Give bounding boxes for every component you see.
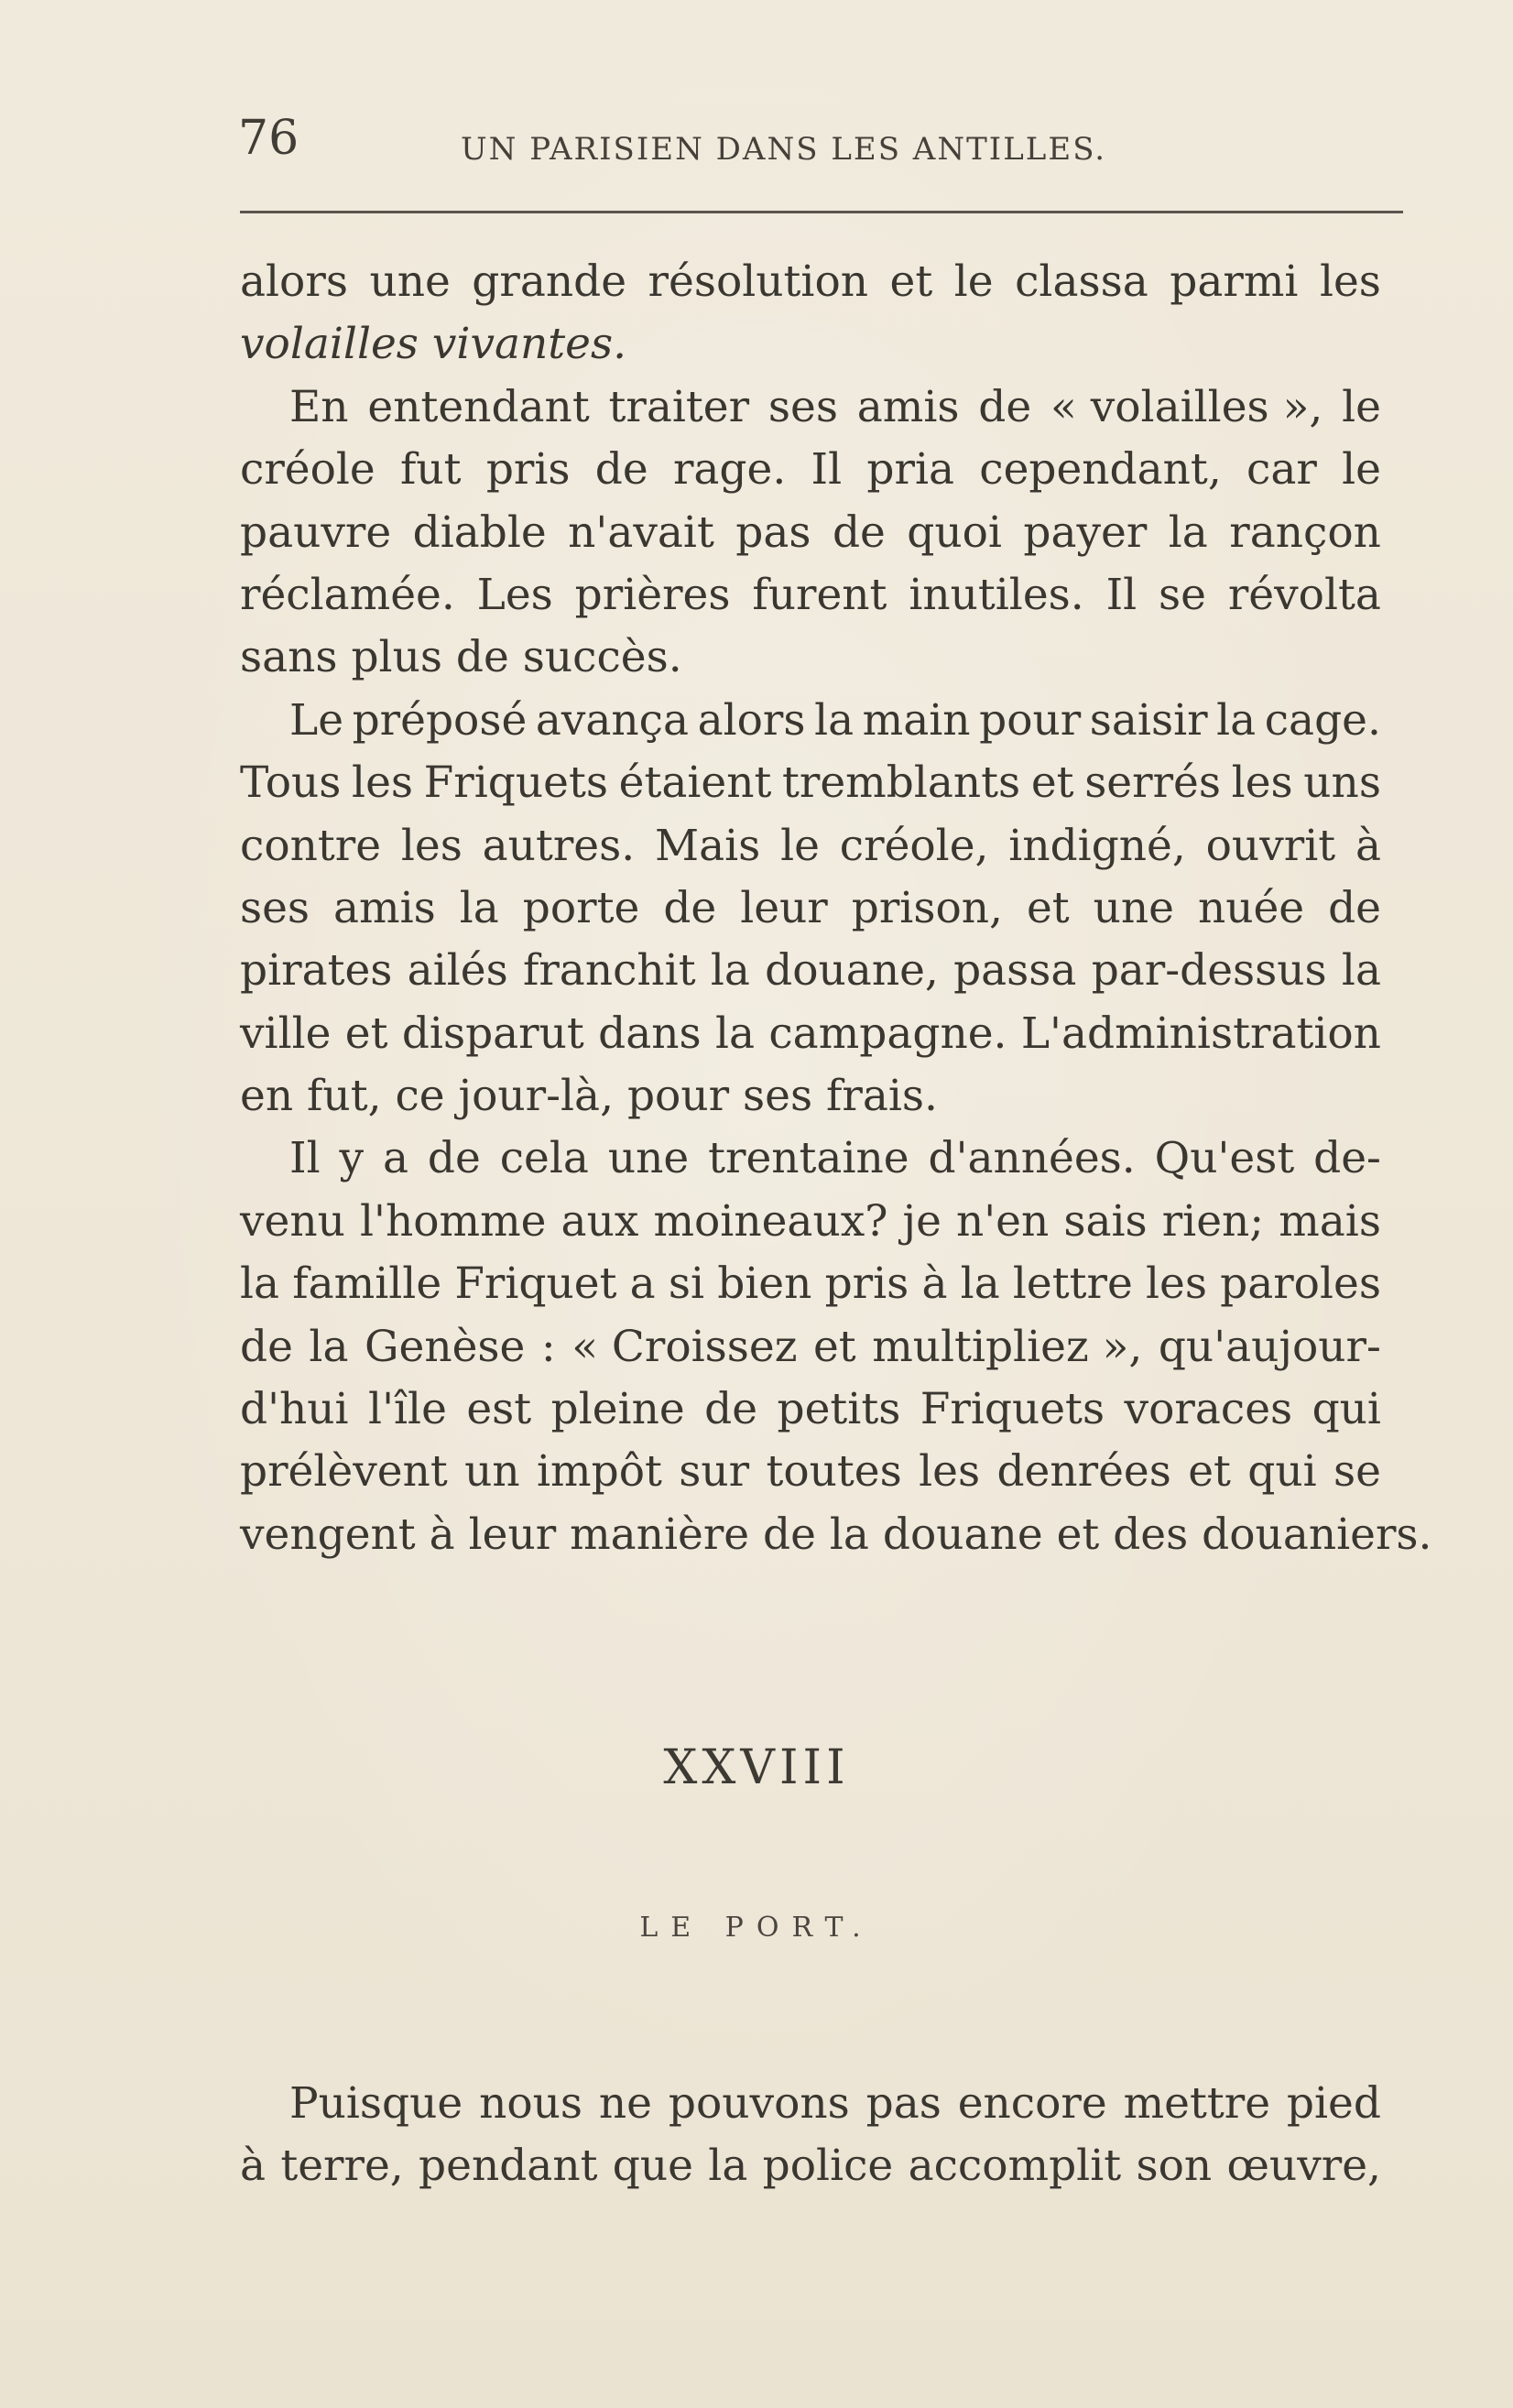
word: et (812, 1321, 856, 1372)
word: disparut (401, 1008, 584, 1059)
text-line (240, 2134, 1381, 2196)
word: amis (856, 381, 960, 432)
word: impôt (537, 1446, 662, 1498)
word: Genèse (364, 1321, 526, 1372)
word: venu (240, 1195, 345, 1247)
word: à (921, 1258, 948, 1310)
word: quoi (907, 507, 1002, 558)
word: de (704, 1384, 758, 1435)
text-line (240, 1065, 1381, 1128)
word: pas (865, 2078, 942, 2129)
text-line (240, 1441, 1381, 1503)
word: la (240, 1258, 280, 1310)
word: entendant (367, 381, 590, 432)
word: denrées (996, 1446, 1171, 1498)
word: pas (735, 507, 811, 558)
word: rançon (1229, 507, 1381, 558)
word: de (1328, 882, 1381, 933)
word: main (862, 694, 971, 746)
word: est (466, 1384, 532, 1435)
word: ouvrit (1205, 820, 1336, 871)
text-line (240, 251, 1381, 313)
word: la (1168, 507, 1208, 558)
word: la (814, 694, 854, 746)
word: pendant (419, 2141, 598, 2192)
word: la (1341, 945, 1381, 997)
paragraph (240, 251, 1381, 376)
word: pris (485, 444, 571, 496)
word: qu'aujour- (1158, 1321, 1381, 1372)
word: lettre (1012, 1258, 1133, 1310)
word: si (668, 1258, 705, 1310)
word: sais (1063, 1195, 1148, 1247)
word: traiter (608, 381, 750, 432)
text-line (240, 1316, 1381, 1378)
word: trentaine (708, 1133, 909, 1184)
word: et (889, 256, 933, 307)
word: à (1355, 820, 1381, 871)
word: pirates (240, 945, 393, 997)
word: aux (561, 1195, 639, 1247)
word: je (902, 1195, 942, 1247)
word: la (960, 1258, 1000, 1310)
word: n'avait (568, 507, 714, 558)
word: alors (240, 256, 348, 307)
chapter-number: XXVIII (663, 1740, 850, 1795)
word: encore (957, 2078, 1107, 2129)
word: et (1026, 882, 1070, 933)
word: son (1136, 2141, 1213, 2192)
word: à (240, 2141, 267, 2192)
text-line (240, 313, 1381, 376)
word: pied (1286, 2078, 1381, 2129)
word: de (832, 507, 886, 558)
word: en fut, ce jour-là, pour ses frais. (240, 1071, 938, 1122)
word: Puisque (289, 2078, 463, 2129)
word: parmi (1170, 256, 1299, 307)
word: Friquet (454, 1258, 617, 1310)
word: fut (400, 444, 462, 496)
word: les (1231, 757, 1293, 809)
word: nuée (1197, 882, 1305, 933)
word: Tous (240, 757, 342, 809)
word: cage. (1264, 694, 1381, 746)
word: diable (412, 507, 547, 558)
text-line (240, 1128, 1381, 1190)
word: Mais (655, 820, 761, 871)
word: leur (740, 882, 828, 933)
word: et (1188, 1446, 1231, 1498)
word: cependant, (979, 444, 1222, 496)
text-line (240, 564, 1381, 627)
text-line (240, 1253, 1381, 1315)
word: l'homme (360, 1195, 547, 1247)
text-line (240, 877, 1381, 940)
word: les (400, 820, 463, 871)
word: la (309, 1321, 349, 1372)
word: « volailles », (1050, 381, 1323, 432)
word: ses (767, 381, 838, 432)
word: que (612, 2141, 693, 2192)
word: alors (697, 694, 806, 746)
word: l'île (368, 1384, 447, 1435)
chapter-body-text (240, 2072, 1381, 2197)
text-line (240, 627, 1381, 689)
paragraph (240, 1128, 1432, 1566)
word: les (919, 1446, 981, 1498)
word: volailles vivantes. (240, 319, 627, 370)
word: révolta (1227, 569, 1381, 620)
word: campagne. (768, 1008, 1007, 1059)
word: créole, (839, 820, 989, 871)
word: multipliez », (872, 1321, 1143, 1372)
word: Le (289, 694, 344, 746)
word: le (953, 256, 994, 307)
word: étaient (618, 757, 772, 809)
word: franchit (522, 945, 696, 997)
word: payer (1023, 507, 1148, 558)
word: tremblants (782, 757, 1021, 809)
word: inutiles. (909, 569, 1084, 620)
word: ne (598, 2078, 652, 2129)
word: de (427, 1133, 481, 1184)
word: et (1030, 757, 1074, 809)
word: pauvre (240, 507, 392, 558)
word: mais (1279, 1195, 1381, 1247)
text-line (240, 1378, 1381, 1441)
word: œuvre, (1226, 2141, 1381, 2192)
body-text (240, 251, 1432, 1566)
text-line (240, 752, 1381, 814)
word: ailés (407, 945, 508, 997)
word: pouvons (668, 2078, 850, 2129)
word: n'en (955, 1195, 1050, 1247)
word: la (459, 882, 499, 933)
word: saisir (1089, 694, 1208, 746)
word: le (1342, 381, 1381, 432)
chapter-title: LE PORT. (639, 1912, 874, 1944)
word: Il (289, 1133, 321, 1184)
word: Qu'est (1154, 1133, 1295, 1184)
word: prélèvent (240, 1446, 448, 1498)
word: y (339, 1133, 365, 1184)
text-line (240, 690, 1381, 752)
word: car (1246, 444, 1317, 496)
running-title: UN PARISIEN DANS LES ANTILLES. (461, 131, 1107, 168)
word: qui (1312, 1384, 1381, 1435)
word: préposé (352, 694, 528, 746)
paragraph (240, 376, 1381, 690)
word: uns (1303, 757, 1381, 809)
word: a (382, 1133, 409, 1184)
word: terre, (280, 2141, 404, 2192)
word: pour (979, 694, 1082, 746)
word: indigné, (1008, 820, 1186, 871)
word: prières (574, 569, 731, 620)
word: moineaux? (653, 1195, 888, 1247)
word: sur (679, 1446, 750, 1498)
word: En (289, 381, 349, 432)
word: créole (240, 444, 376, 496)
word: la (708, 2141, 748, 2192)
word: de (978, 381, 1032, 432)
word: résolution (648, 256, 869, 307)
word: une (369, 256, 451, 307)
word: a (629, 1258, 656, 1310)
word: réclamée. (240, 569, 455, 620)
word: accomplit (908, 2141, 1122, 2192)
word: le (780, 820, 820, 871)
text-line (240, 940, 1381, 1002)
word: passa (953, 945, 1077, 997)
word: nous (479, 2078, 583, 2129)
word: porte (522, 882, 640, 933)
word: qui (1247, 1446, 1317, 1498)
word: vengent à leur manière de la douane et des douaniers. (240, 1509, 1432, 1560)
word: les (1319, 256, 1381, 307)
word: pria (866, 444, 954, 496)
word: mettre (1123, 2078, 1271, 2129)
word: d'années. (928, 1133, 1136, 1184)
word: sans plus de succès. (240, 632, 682, 683)
word: de (240, 1321, 293, 1372)
word: la (714, 1008, 756, 1059)
text-line (240, 376, 1381, 439)
text-line (240, 1003, 1381, 1065)
text-line (240, 1191, 1381, 1253)
word: Les (476, 569, 553, 620)
word: avança (535, 694, 690, 746)
word: toutes (766, 1446, 902, 1498)
text-line (240, 815, 1381, 877)
word: ses (240, 882, 310, 933)
word: rien; (1161, 1195, 1265, 1247)
word: de- (1313, 1133, 1381, 1184)
word: la (710, 945, 750, 997)
word: douane, (765, 945, 939, 997)
word: dans (598, 1008, 702, 1059)
word: ville (240, 1008, 332, 1059)
word: : (540, 1321, 556, 1372)
word: la (1216, 694, 1257, 746)
word: se (1333, 1446, 1381, 1498)
word: de (594, 444, 648, 496)
word: voraces (1124, 1384, 1293, 1435)
word: Il (811, 444, 843, 496)
word: paroles (1220, 1258, 1381, 1310)
word: bien (717, 1258, 812, 1310)
header-rule (240, 211, 1403, 213)
word: police (762, 2141, 894, 2192)
word: L'administration (1020, 1008, 1381, 1059)
word: petits (777, 1384, 901, 1435)
word: cela (499, 1133, 589, 1184)
word: de (663, 882, 717, 933)
word: un (464, 1446, 520, 1498)
word: « Croissez (571, 1321, 798, 1372)
paragraph (240, 690, 1381, 1128)
text-line (240, 439, 1381, 501)
word: furent (752, 569, 887, 620)
text-line (240, 1504, 1432, 1566)
word: et (344, 1008, 388, 1059)
word: grande (472, 256, 627, 307)
page-number: 76 (238, 111, 299, 166)
word: serrés (1084, 757, 1221, 809)
word: une (1093, 882, 1174, 933)
word: une (607, 1133, 690, 1184)
word: le (1342, 444, 1381, 496)
word: classa (1015, 256, 1148, 307)
word: Il (1105, 569, 1137, 620)
word: famille (292, 1258, 442, 1310)
word: contre (240, 820, 382, 871)
word: les (1145, 1258, 1207, 1310)
word: les (352, 757, 414, 809)
word: Friquets (423, 757, 608, 809)
word: pleine (550, 1384, 685, 1435)
word: autres. (482, 820, 636, 871)
word: par-dessus (1091, 945, 1327, 997)
word: amis (333, 882, 436, 933)
word: pris (824, 1258, 909, 1310)
text-line (240, 2072, 1381, 2134)
word: prison, (851, 882, 1003, 933)
word: se (1159, 569, 1206, 620)
text-line (240, 502, 1381, 564)
word: d'hui (240, 1384, 349, 1435)
word: rage. (672, 444, 787, 496)
word: Friquets (920, 1384, 1105, 1435)
